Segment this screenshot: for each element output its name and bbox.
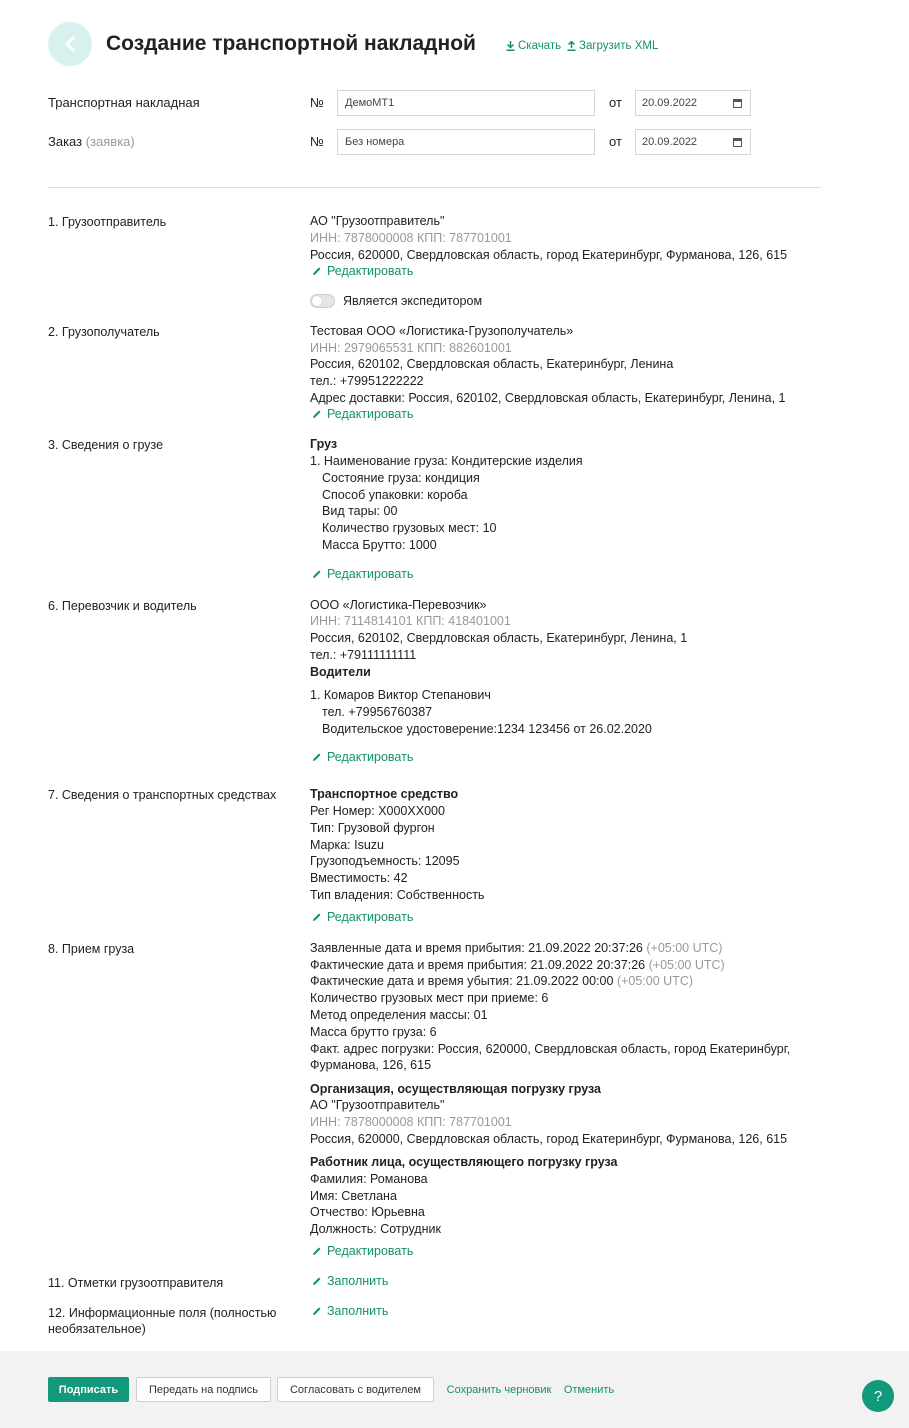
carrier-phone: тел.: +79111111111 xyxy=(310,648,417,662)
mass-method: Метод определения массы: 01 xyxy=(310,1008,488,1022)
divider xyxy=(48,187,821,188)
driver-name: 1. Комаров Виктор Степанович xyxy=(310,688,491,702)
loading-org-address: Россия, 620000, Свердловская область, город Екатеринбург, Фурманова, 126, 615 xyxy=(310,1132,788,1146)
utc-offset: (+05:00 UTC) xyxy=(646,941,723,955)
pencil-icon xyxy=(312,752,322,762)
page-title: Создание транспортной накладной xyxy=(106,32,476,55)
loading-org-inn: ИНН: 7878000008 КПП: 787701001 xyxy=(310,1115,512,1129)
vehicle-edit-link[interactable] xyxy=(312,910,413,924)
consignee-phone: тел.: +79951222222 xyxy=(310,374,424,388)
cargo-places: Количество грузовых мест: 10 xyxy=(322,521,497,535)
cargo-edit-label: Редактировать xyxy=(327,567,414,581)
declared-arrival xyxy=(310,940,722,957)
pencil-icon xyxy=(312,569,322,579)
order-date-value: 20.09.2022 xyxy=(642,136,698,148)
fact-address-line1: Факт. адрес погрузки: Россия, 620000, Свердловская область, город Екатеринбург, xyxy=(310,1042,791,1056)
carrier-section-label: 6. Перевозчик и водитель xyxy=(48,599,197,613)
vehicle-section-label: 7. Сведения о транспортных средствах xyxy=(48,788,277,802)
upload-icon xyxy=(567,41,576,51)
order-label-text: Заказ xyxy=(48,134,83,149)
info-section-label xyxy=(48,1305,276,1337)
help-icon: ? xyxy=(873,1387,883,1405)
worker-surname: Фамилия: Романова xyxy=(310,1172,428,1186)
cargo-edit-link[interactable] xyxy=(312,567,413,581)
cargo-section-label: 3. Сведения о грузе xyxy=(48,438,164,452)
order-hint: (заявка) xyxy=(85,134,135,149)
download-link[interactable] xyxy=(506,40,561,52)
toggle-knob xyxy=(312,296,322,306)
cargo-tare: Вид тары: 00 xyxy=(322,504,398,518)
vehicle-capacity: Грузоподъемность: 12095 xyxy=(310,854,460,868)
consignee-delivery-address: Адрес доставки: Россия, 620102, Свердловская область, Екатеринбург, Ленина, 1 xyxy=(310,391,786,405)
acceptance-gross: Масса брутто груза: 6 xyxy=(310,1025,437,1039)
shipper-address: Россия, 620000, Свердловская область, город Екатеринбург, Фурманова, 126, 615 xyxy=(310,248,788,262)
download-icon xyxy=(506,41,515,51)
back-button[interactable] xyxy=(48,22,92,66)
waybill-label: Транспортная накладная xyxy=(48,95,200,110)
order-label xyxy=(48,134,135,149)
calendar-icon[interactable] xyxy=(733,99,742,108)
waybill-date-input[interactable] xyxy=(635,90,751,116)
utc-offset: (+05:00 UTC) xyxy=(648,958,725,972)
loading-org-name: АО "Грузоотправитель" xyxy=(310,1098,445,1112)
pencil-icon xyxy=(312,1246,322,1256)
consignee-address: Россия, 620102, Свердловская область, Екатеринбург, Ленина xyxy=(310,357,674,371)
save-draft-link[interactable]: Сохранить черновик xyxy=(446,1383,552,1396)
pencil-icon xyxy=(312,1306,322,1316)
vehicle-brand: Марка: Isuzu xyxy=(310,838,384,852)
acceptance-section-label: 8. Прием груза xyxy=(48,942,135,956)
consignee-edit-label: Редактировать xyxy=(327,407,414,421)
pencil-icon xyxy=(312,409,322,419)
cargo-gross: Масса Брутто: 1000 xyxy=(322,538,437,552)
consignee-inn: ИНН: 2979065531 КПП: 882601001 xyxy=(310,341,512,355)
vehicle-heading: Транспортное средство xyxy=(310,787,459,801)
actual-departure xyxy=(310,973,693,990)
pencil-icon xyxy=(312,912,322,922)
utc-offset: (+05:00 UTC) xyxy=(616,974,694,988)
calendar-icon[interactable] xyxy=(733,138,742,147)
worker-first-name: Имя: Светлана xyxy=(310,1189,397,1203)
acceptance-places: Количество грузовых мест при приеме: 6 xyxy=(310,991,549,1005)
vehicle-ownership: Тип владения: Собственность xyxy=(310,888,485,902)
carrier-edit-link[interactable] xyxy=(312,750,413,764)
upload-xml-link[interactable] xyxy=(567,40,658,52)
waybill-number-input[interactable]: ДемоМТ1 xyxy=(337,90,595,116)
carrier-edit-label: Редактировать xyxy=(327,750,414,764)
consignee-edit-link[interactable] xyxy=(312,407,413,421)
shipper-edit-link[interactable] xyxy=(312,264,413,278)
shipper-section-label: 1. Грузоотправитель xyxy=(48,215,167,229)
waybill-number-sign: № xyxy=(310,95,324,110)
help-button[interactable] xyxy=(862,1380,894,1412)
actual-departure-text: Фактические дата и время убытия: 21.09.2022 00:00 xyxy=(310,974,614,988)
marks-fill-link[interactable] xyxy=(312,1274,388,1288)
send-to-sign-button[interactable]: Передать на подпись xyxy=(136,1377,271,1402)
chevron-left-icon xyxy=(64,36,76,52)
order-number-input[interactable]: Без номера xyxy=(337,129,595,155)
waybill-from-label: от xyxy=(609,95,622,110)
loading-org-heading: Организация, осуществляющая погрузку груза xyxy=(310,1082,601,1096)
cargo-condition: Состояние груза: кондиция xyxy=(322,471,480,485)
declared-arrival-text: Заявленные дата и время прибытия: 21.09.2022 20:37:26 xyxy=(310,941,643,955)
order-from-label: от xyxy=(609,134,622,149)
info-fill-link[interactable] xyxy=(312,1304,388,1318)
carrier-address: Россия, 620102, Свердловская область, Екатеринбург, Ленина, 1 xyxy=(310,631,688,645)
carrier-inn: ИНН: 7114814101 КПП: 418401001 xyxy=(310,614,511,628)
sign-button[interactable]: Подписать xyxy=(48,1377,129,1402)
shipper-edit-label: Редактировать xyxy=(327,264,414,278)
shipper-inn: ИНН: 7878000008 КПП: 787701001 xyxy=(310,231,512,245)
drivers-heading: Водители xyxy=(310,665,371,679)
fact-address-line2: Фурманова, 126, 615 xyxy=(310,1058,432,1072)
agree-with-driver-button[interactable]: Согласовать с водителем xyxy=(277,1377,434,1402)
marks-fill-label: Заполнить xyxy=(327,1274,389,1288)
worker-heading: Работник лица, осуществляющего погрузку груза xyxy=(310,1155,618,1169)
shipper-name: АО "Грузоотправитель" xyxy=(310,214,445,228)
actual-arrival xyxy=(310,957,725,974)
vehicle-reg: Рег Номер: Х000ХХ000 xyxy=(310,804,445,818)
info-fill-label: Заполнить xyxy=(327,1304,389,1318)
driver-license: Водительское удостоверение:1234 123456 от 26.02.2020 xyxy=(322,722,652,736)
pencil-icon xyxy=(312,1276,322,1286)
vehicle-edit-label: Редактировать xyxy=(327,910,414,924)
cargo-packing: Способ упаковки: короба xyxy=(322,488,468,502)
marks-section-label: 11. Отметки грузоотправителя xyxy=(48,1276,224,1290)
waybill-date-value: 20.09.2022 xyxy=(642,97,698,109)
vehicle-type: Тип: Грузовой фургон xyxy=(310,821,435,835)
info-label-line2: необязательное) xyxy=(48,1322,146,1336)
carrier-name: ООО «Логистика-Перевозчик» xyxy=(310,598,487,612)
driver-phone: тел. +79956760387 xyxy=(322,705,433,719)
order-number-sign: № xyxy=(310,134,324,149)
worker-position: Должность: Сотрудник xyxy=(310,1222,441,1236)
info-label-line1: 12. Информационные поля (полностью xyxy=(48,1306,277,1320)
cargo-heading: Груз xyxy=(310,437,338,451)
forwarder-label: Является экспедитором xyxy=(343,294,483,308)
upload-xml-label: Загрузить XML xyxy=(579,40,659,52)
acceptance-edit-label: Редактировать xyxy=(327,1244,414,1258)
order-date-input[interactable] xyxy=(635,129,751,155)
vehicle-volume: Вместимость: 42 xyxy=(310,871,408,885)
acceptance-edit-link[interactable] xyxy=(312,1244,413,1258)
pencil-icon xyxy=(312,266,322,276)
cancel-link[interactable]: Отменить xyxy=(563,1383,615,1396)
cargo-item-name: 1. Наименование груза: Кондитерские изделия xyxy=(310,454,583,468)
consignee-name: Тестовая ООО «Логистика-Грузополучатель» xyxy=(310,324,574,338)
forwarder-toggle[interactable] xyxy=(310,294,335,308)
worker-patronymic: Отчество: Юрьевна xyxy=(310,1205,425,1219)
consignee-section-label: 2. Грузополучатель xyxy=(48,325,160,339)
actual-arrival-text: Фактические дата и время прибытия: 21.09.2022 20:37:26 xyxy=(310,958,646,972)
download-label: Скачать xyxy=(518,40,562,52)
